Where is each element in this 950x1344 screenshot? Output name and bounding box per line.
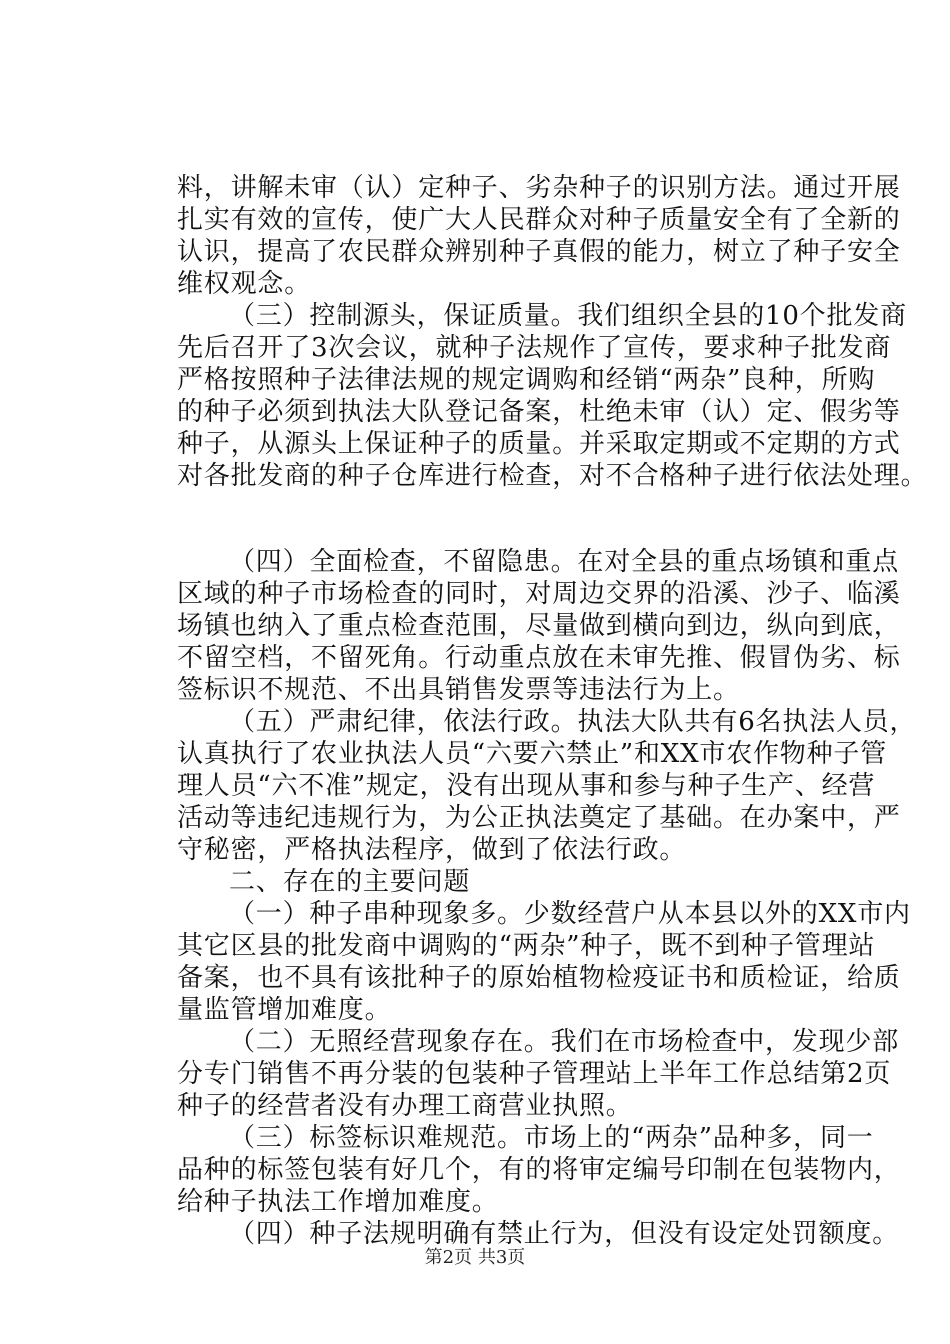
text-line: （一）种子串种现象多。少数经营户从本县以外的XX市内: [229, 899, 911, 929]
text-line: 守秘密，严格执法程序，做到了依法行政。: [177, 835, 687, 865]
section-heading: 二、存在的主要问题: [229, 867, 471, 897]
text-line: 种子，从源头上保证种子的质量。并采取定期或不定期的方式: [177, 429, 901, 459]
text-line: 认真执行了农业执法人员“六要六禁止”和XX市农作物种子管: [177, 739, 888, 769]
text-line: 认识，提高了农民群众辨别种子真假的能力，树立了种子安全: [177, 237, 901, 267]
text-line: 区域的种子市场检查的同时，对周边交界的沿溪、沙子、临溪: [177, 579, 901, 609]
document-body: [177, 172, 928, 1250]
text-line: 对各批发商的种子仓库进行检查，对不合格种子进行依法处理。: [177, 461, 928, 491]
text-line: 不留空档，不留死角。行动重点放在未审先推、假冒伪劣、标: [177, 643, 901, 673]
text-line: （五）严肃纪律，依法行政。执法大队共有6名执法人员，: [229, 707, 917, 737]
page-number-footer: 第2页 共3页: [424, 1247, 526, 1268]
text-line: 的种子必须到执法大队登记备案，杜绝未审（认）定、假劣等: [177, 397, 901, 427]
text-line: 量监管增加难度。: [177, 995, 392, 1025]
text-line: 其它区县的批发商中调购的“两杂”种子，既不到种子管理站: [177, 931, 876, 961]
text-line: 料，讲解未审（认）定种子、劣杂种子的识别方法。通过开展: [177, 173, 901, 203]
text-line: 签标识不规范、不出具销售发票等违法行为上。: [177, 675, 740, 705]
text-line: 扎实有效的宣传，使广大人民群众对种子质量安全有了全新的: [177, 205, 901, 235]
text-line: （二）无照经营现象存在。我们在市场检查中，发现少部: [229, 1027, 900, 1057]
text-line: 场镇也纳入了重点检查范围，尽量做到横向到边，纵向到底，: [177, 611, 901, 641]
text-line: 分专门销售不再分装的包装种子管理站上半年工作总结第2页: [177, 1059, 892, 1089]
text-line: 品种的标签包装有好几个，有的将审定编号印制在包装物内，: [177, 1155, 901, 1185]
paragraph-gap: [177, 492, 857, 546]
text-line: 先后召开了3次会议，就种子法规作了宣传，要求种子批发商: [177, 333, 892, 363]
text-line: 理人员“六不准”规定，没有出现从事和参与种子生产、经营: [177, 771, 876, 801]
text-line: （三）标签标识难规范。市场上的“两杂”品种多，同一: [229, 1123, 874, 1153]
text-line: （三）控制源头，保证质量。我们组织全县的10个批发商: [229, 301, 907, 331]
text-line: （四）种子法规明确有禁止行为，但没有设定处罚额度。: [229, 1219, 900, 1249]
text-line: 给种子执法工作增加难度。: [177, 1187, 499, 1217]
text-line: 维权观念。: [177, 269, 312, 299]
text-line: 活动等违纪违规行为，为公正执法奠定了基础。在办案中，严: [177, 803, 901, 833]
text-line: （四）全面检查，不留隐患。在对全县的重点场镇和重点: [229, 547, 900, 577]
text-line: 种子的经营者没有办理工商营业执照。: [177, 1091, 633, 1121]
text-line: 严格按照种子法律法规的规定调购和经销“两杂”良种，所购: [177, 365, 876, 395]
text-line: 备案，也不具有该批种子的原始植物检疫证书和质检证，给质: [177, 963, 901, 993]
